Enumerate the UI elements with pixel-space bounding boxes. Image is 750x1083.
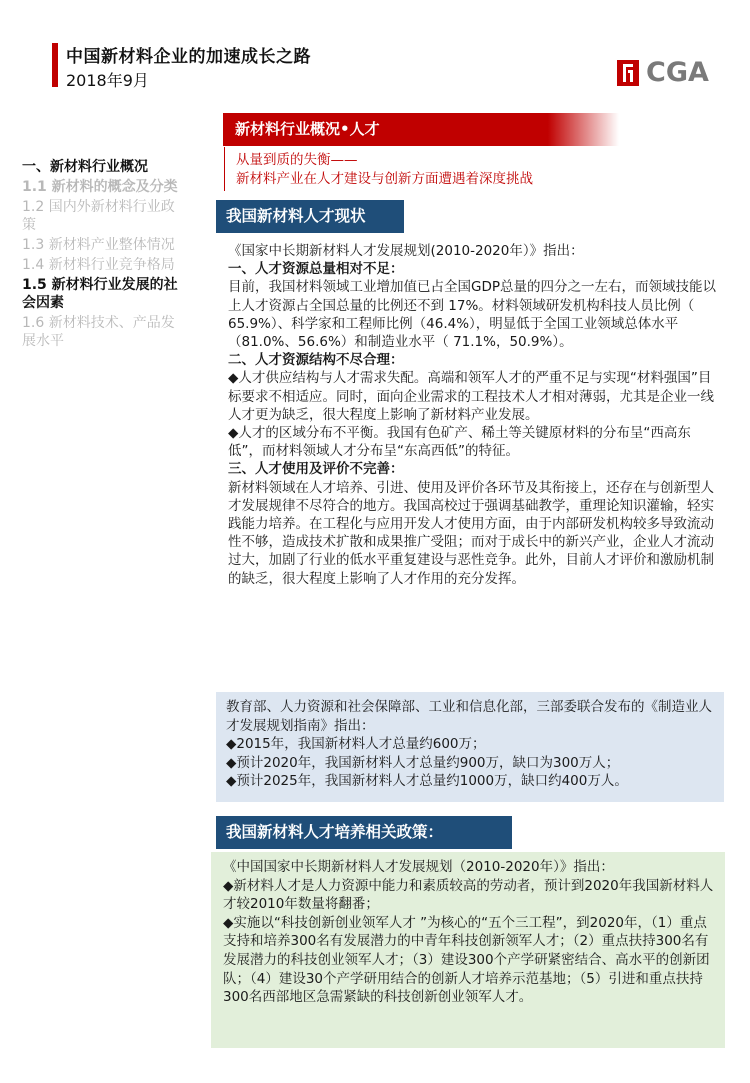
document-title: 中国新材料企业的加速成长之路 <box>66 47 311 67</box>
document-date: 2018年9月 <box>66 71 149 90</box>
talent-status-banner: 我国新材料人才现状 <box>216 200 404 233</box>
talent-policy-banner: 我国新材料人才培养相关政策： <box>216 816 512 849</box>
paragraph-total-shortage: 目前，我国材料领域工业增加值已占全国GDP总量的四分之一左右，而领域技能以上人才资源占全国总量的比例还不到 17%。材料领域研发机构科技人员比例（ 65.9%）、科学家和工程师比例（46.4%），明显低于全国工业领域总体水平（81.0%、56.6%）和制造业水平（ 71.1%，50.9%）。 <box>228 279 716 351</box>
sidebar-toc <box>22 158 182 352</box>
toc-item-1-3[interactable]: 1.3 新材料产业整体情况 <box>22 237 175 253</box>
talent-status-body <box>228 242 724 588</box>
heading-total-shortage: 一、人才资源总量相对不足： <box>228 261 404 278</box>
toc-item-1-2[interactable]: 1.2 国内外新材料行业政策 <box>22 199 175 233</box>
manufacturing-talent-guide-box <box>216 692 724 802</box>
toc-item-1-4[interactable]: 1.4 新材料行业竞争格局 <box>22 257 175 273</box>
plan-intro: 《国家中长期新材料人才发展规划(2010-2020年）》指出： <box>228 243 584 259</box>
paragraph-regional-imbalance: ◆人才的区域分布不平衡。我国有色矿产、稀土等关键原材料的分布呈“西高东低”，而材料领域人才分布呈“东高西低”的特征。 <box>228 425 691 460</box>
policy-intro: 《中国国家中长期新材料人才发展规划（2010-2020年）》指出： <box>223 859 614 875</box>
section-header: 新材料行业概况•人才 <box>223 113 619 146</box>
heading-usage-evaluation: 三、人才使用及评价不完善： <box>228 461 404 478</box>
toc-item-chapter-1[interactable]: 一、新材料行业概况 <box>22 159 148 175</box>
policy-bullet-double: ◆新材料人才是人力资源中能力和素质较高的劳动者，预计到2020年我国新材料人才较2010年数量将翻番； <box>223 877 714 913</box>
guide-intro: 教育部、人力资源和社会保障部、工业和信息化部，三部委联合发布的《制造业人才发展规划指南》指出： <box>226 699 712 734</box>
toc-item-1-6[interactable]: 1.6 新材料技术、产品发展水平 <box>22 315 175 349</box>
subtitle-line-2: 新材料产业在人才建设与创新方面遭遇着深度挑战 <box>236 171 533 187</box>
guide-bullet-2020: ◆预计2020年，我国新材料人才总量约900万，缺口为300万人； <box>226 754 620 771</box>
paragraph-usage-evaluation: 新材料领域在人才培养、引进、使用及评价各环节及其衔接上，还存在与创新型人才发展规律不尽符合的地方。我国高校过于强调基础教学，重理论知识灌输，轻实践能力培养。在工程化与应用开发人才使用方面，由于内部研发机构较多导致流动性不够，造成技术扩散和成果推广受阻；而对于成长中的新兴产业，企业人才流动过大，加剧了行业的低水平重复建设与恶性竞争。此外，目前人才评价和激励机制的缺乏，很大程度上影响了人才作用的充分发挥。 <box>228 479 714 587</box>
paragraph-structure-mismatch: ◆人才供应结构与人才需求失配。高端和领军人才的严重不足与实现“材料强国”目标要求不相适应。同时，面向企业需求的工程技术人才相对薄弱，尤其是企业一线人才更为缺乏，很大程度上影响了新材料产业发展。 <box>228 370 714 423</box>
subtitle-line-1: 从量到质的失衡—— <box>236 152 358 168</box>
logo-text: CGA <box>646 57 709 88</box>
policy-bullet-five-three: ◆实施以“科技创新创业领军人才 ”为核心的“五个三工程”，到2020年，（1）重点支持和培养300名有发展潜力的中青年科技创新领军人才；（2）重点扶持300名有发展潜力的科技创业领军人才；（3）建设300个产学研紧密结合、高水平的创新团队；（4）建设30个产学研用结合的创新人才培养示范基地；（5）引进和重点扶持300名西部地区急需紧缺的科技创新创业领军人才。 <box>223 914 710 1006</box>
guide-bullet-2025: ◆预计2025年，我国新材料人才总量约1000万，缺口约400万人。 <box>226 773 628 789</box>
title-accent-bar <box>52 43 58 87</box>
subtitle-accent-line <box>224 147 225 191</box>
talent-policy-box <box>211 852 725 1048</box>
section-subtitle <box>236 151 533 189</box>
guide-bullet-2015: ◆2015年，我国新材料人才总量约600万； <box>226 736 486 752</box>
heading-structure: 二、人才资源结构不尽合理： <box>228 352 404 369</box>
toc-item-1-5-active[interactable]: 1.5 新材料行业发展的社会因素 <box>22 277 178 311</box>
toc-item-1-1[interactable]: 1.1 新材料的概念及分类 <box>22 179 178 195</box>
